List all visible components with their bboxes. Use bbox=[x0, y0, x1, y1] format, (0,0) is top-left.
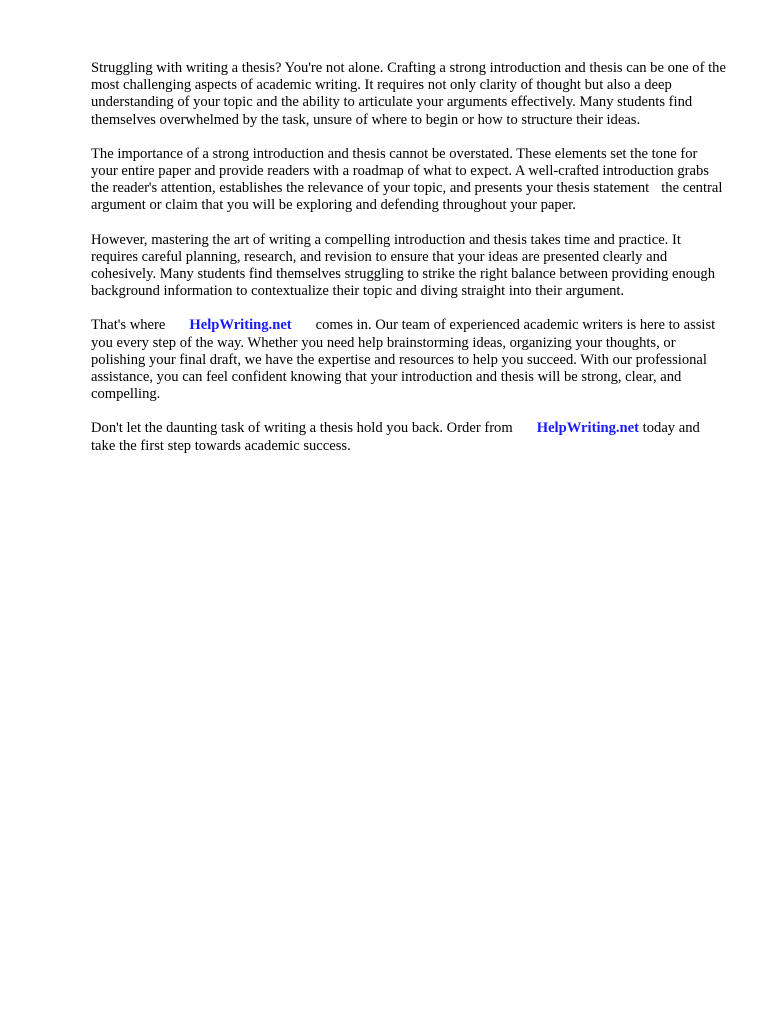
paragraph-importance-text-a: The importance of a strong introduction and thesis cannot be overstated. These elements set the tone for your entire paper and provide readers with a roadmap of what to expect. A well-crafted introduction grabs the reader's attention, establishes the relevance of your topic, and presents your thesis statement bbox=[91, 145, 709, 197]
paragraph-mastering bbox=[91, 232, 727, 301]
helpwriting-link[interactable]: HelpWriting.net bbox=[189, 317, 292, 334]
paragraph-service-text-b: comes in. Our team of experienced academic writers is here to assist you every step of the way. Whether you need help brainstorming ideas, organizing your thoughts, or polishing your final draft, we have the expertise and resources to help you succeed. With our professional assistance, you can feel confident knowing that your introduction and thesis will be strong, clear, and compelling. bbox=[91, 317, 716, 403]
paragraph-intro bbox=[91, 60, 727, 129]
paragraph-service-text-a: That's where bbox=[91, 317, 166, 334]
paragraph-intro-text: Struggling with writing a thesis? You're not alone. Crafting a strong introduction and thesis can be one of the most challenging aspects of academic writing. It requires not only clarity of thought but also a deep understanding of your topic and the ability to articulate your arguments effectively. Many students find themselves overwhelmed by the task, unsure of where to begin or how to structure their ideas. bbox=[91, 60, 726, 128]
paragraph-cta-text-b: today and take the first step towards academic success. bbox=[91, 420, 700, 454]
paragraph-cta bbox=[91, 420, 727, 454]
paragraph-importance-text-b: the central argument or claim that you will be exploring and defending throughout your paper. bbox=[91, 180, 723, 214]
paragraph-mastering-text: However, mastering the art of writing a compelling introduction and thesis takes time and practice. It requires careful planning, research, and revision to ensure that your ideas are presented clearly and cohesively. Many students find themselves struggling to strike the right balance between providing enough background information to contextualize their topic and diving straight into their argument. bbox=[91, 231, 716, 300]
paragraph-cta-text-a: Don't let the daunting task of writing a thesis hold you back. Order from bbox=[91, 420, 513, 437]
helpwriting-link-cta[interactable]: HelpWriting.net bbox=[536, 420, 640, 437]
paragraph-service bbox=[91, 317, 727, 403]
document-body bbox=[91, 60, 727, 472]
paragraph-importance bbox=[91, 146, 727, 215]
